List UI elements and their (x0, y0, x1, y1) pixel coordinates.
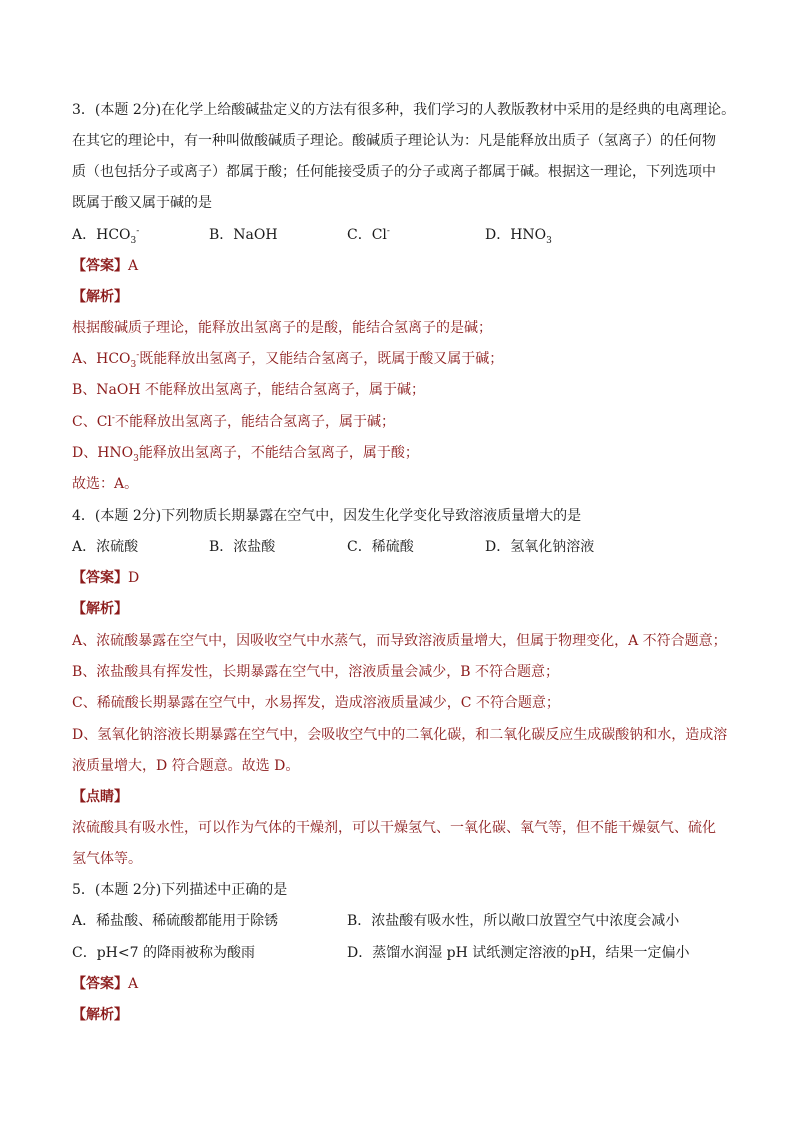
q3-option-b: B．NaOH (209, 227, 278, 243)
q3-answer (72, 256, 138, 276)
answer-value: D (128, 570, 140, 586)
q4-analysis-line-1: A、浓硫酸暴露在空气中，因吸收空气中水蒸气，而导致溶液质量增大，但属于物理变化，A 不符合题意； (72, 633, 727, 649)
q3-option-c: C．Cl- (347, 226, 390, 243)
q5-option-c: C．pH<7 的降雨被称为酸雨 (72, 945, 255, 961)
q4-analysis-line-4: D、氢氧化钠溶液长期暴露在空气中，会吸收空气中的二氧化碳，和二氧化碳反应生成碳酸钠和水，造成溶 (72, 727, 728, 743)
answer-value: A (128, 976, 139, 992)
q4-analysis-label: 【解析】 (72, 601, 128, 617)
q4-analysis-line-2: B、浓盐酸具有挥发性，长期暴露在空气中，溶液质量会减少，B 不符合题意； (72, 664, 560, 680)
q3-analysis-line-2: A、$HCO_3^-$既能释放出氢离子，又能结合氢离子，既属于酸又属于碱； (72, 350, 504, 370)
q4-answer (72, 568, 139, 588)
q3-analysis-line-3: B、NaOH 不能释放出氢离子，能结合氢离子，属于碱； (72, 382, 426, 398)
q4-note-line-1: 浓硫酸具有吸水性，可以作为气体的干燥剂，可以干燥氢气、一氧化碳、氧气等，但不能干燥氨气、硫化 (72, 820, 716, 836)
q4-analysis-line-3: C、稀硫酸长期暴露在空气中，水易挥发，造成溶液质量减少，C 不符合题意； (72, 695, 560, 711)
q3-option-d: D．$HNO_3$ (485, 227, 552, 246)
q5-option-d: D．蒸馏水润湿 pH 试纸测定溶液的pH，结果一定偏小 (347, 945, 690, 961)
q4-note-line-2: 氢气体等。 (72, 851, 142, 867)
q4-option-a: A．浓硫酸 (72, 539, 139, 555)
q5-stem: 5．(本题 2分)下列描述中正确的是 (72, 882, 288, 898)
q4-stem: 4．(本题 2分)下列物质长期暴露在空气中，因发生化学变化导致溶液质量增大的是 (72, 508, 582, 524)
answer-label: 【答案】 (72, 976, 128, 992)
answer-label: 【答案】 (72, 570, 128, 586)
q4-option-d: D．氢氧化钠溶液 (485, 539, 595, 555)
q5-analysis-label: 【解析】 (72, 1007, 128, 1023)
q3-analysis-line-5: D、$HNO_3$能释放出氢离子，不能结合氢离子，属于酸； (72, 445, 419, 464)
q3-analysis-line-6: 故选：A。 (72, 476, 139, 492)
q3-analysis-line-4: C、Cl-不能释放出氢离子，能结合氢离子，属于碱； (72, 413, 395, 430)
q3-analysis-label: 【解析】 (72, 289, 128, 305)
q3-stem-line-1: 3．(本题 2分)在化学上给酸碱盐定义的方法有很多种，我们学习的人教版教材中采用的是经典的电离理论。 (72, 102, 736, 118)
q5-answer (72, 974, 138, 994)
q4-option-b: B．浓盐酸 (209, 539, 276, 555)
answer-value: A (128, 258, 139, 274)
q3-analysis-line-1: 根据酸碱质子理论，能释放出氢离子的是酸，能结合氢离子的是碱； (72, 320, 492, 336)
q3-stem-line-4: 既属于酸又属于碱的是 (72, 195, 212, 211)
q5-option-b: B．浓盐酸有吸水性，所以敞口放置空气中浓度会减小 (347, 913, 680, 929)
q3-option-a: A．$HCO_3^-$ (72, 226, 140, 246)
q3-stem-line-3: 质（也包括分子或离子）都属于酸；任何能接受质子的分子或离子都属于碱。根据这一理论，下列选项中 (72, 164, 716, 180)
q4-option-c: C．稀硫酸 (347, 539, 414, 555)
q4-note-label: 【点睛】 (72, 789, 128, 805)
answer-label: 【答案】 (72, 258, 128, 274)
q5-option-a: A．稀盐酸、稀硫酸都能用于除锈 (72, 913, 279, 929)
q3-stem-line-2: 在其它的理论中，有一种叫做酸碱质子理论。酸碱质子理论认为：凡是能释放出质子（氢离子）的任何物 (72, 133, 716, 149)
q4-analysis-line-5: 液质量增大，D 符合题意。故选 D。 (72, 758, 300, 774)
